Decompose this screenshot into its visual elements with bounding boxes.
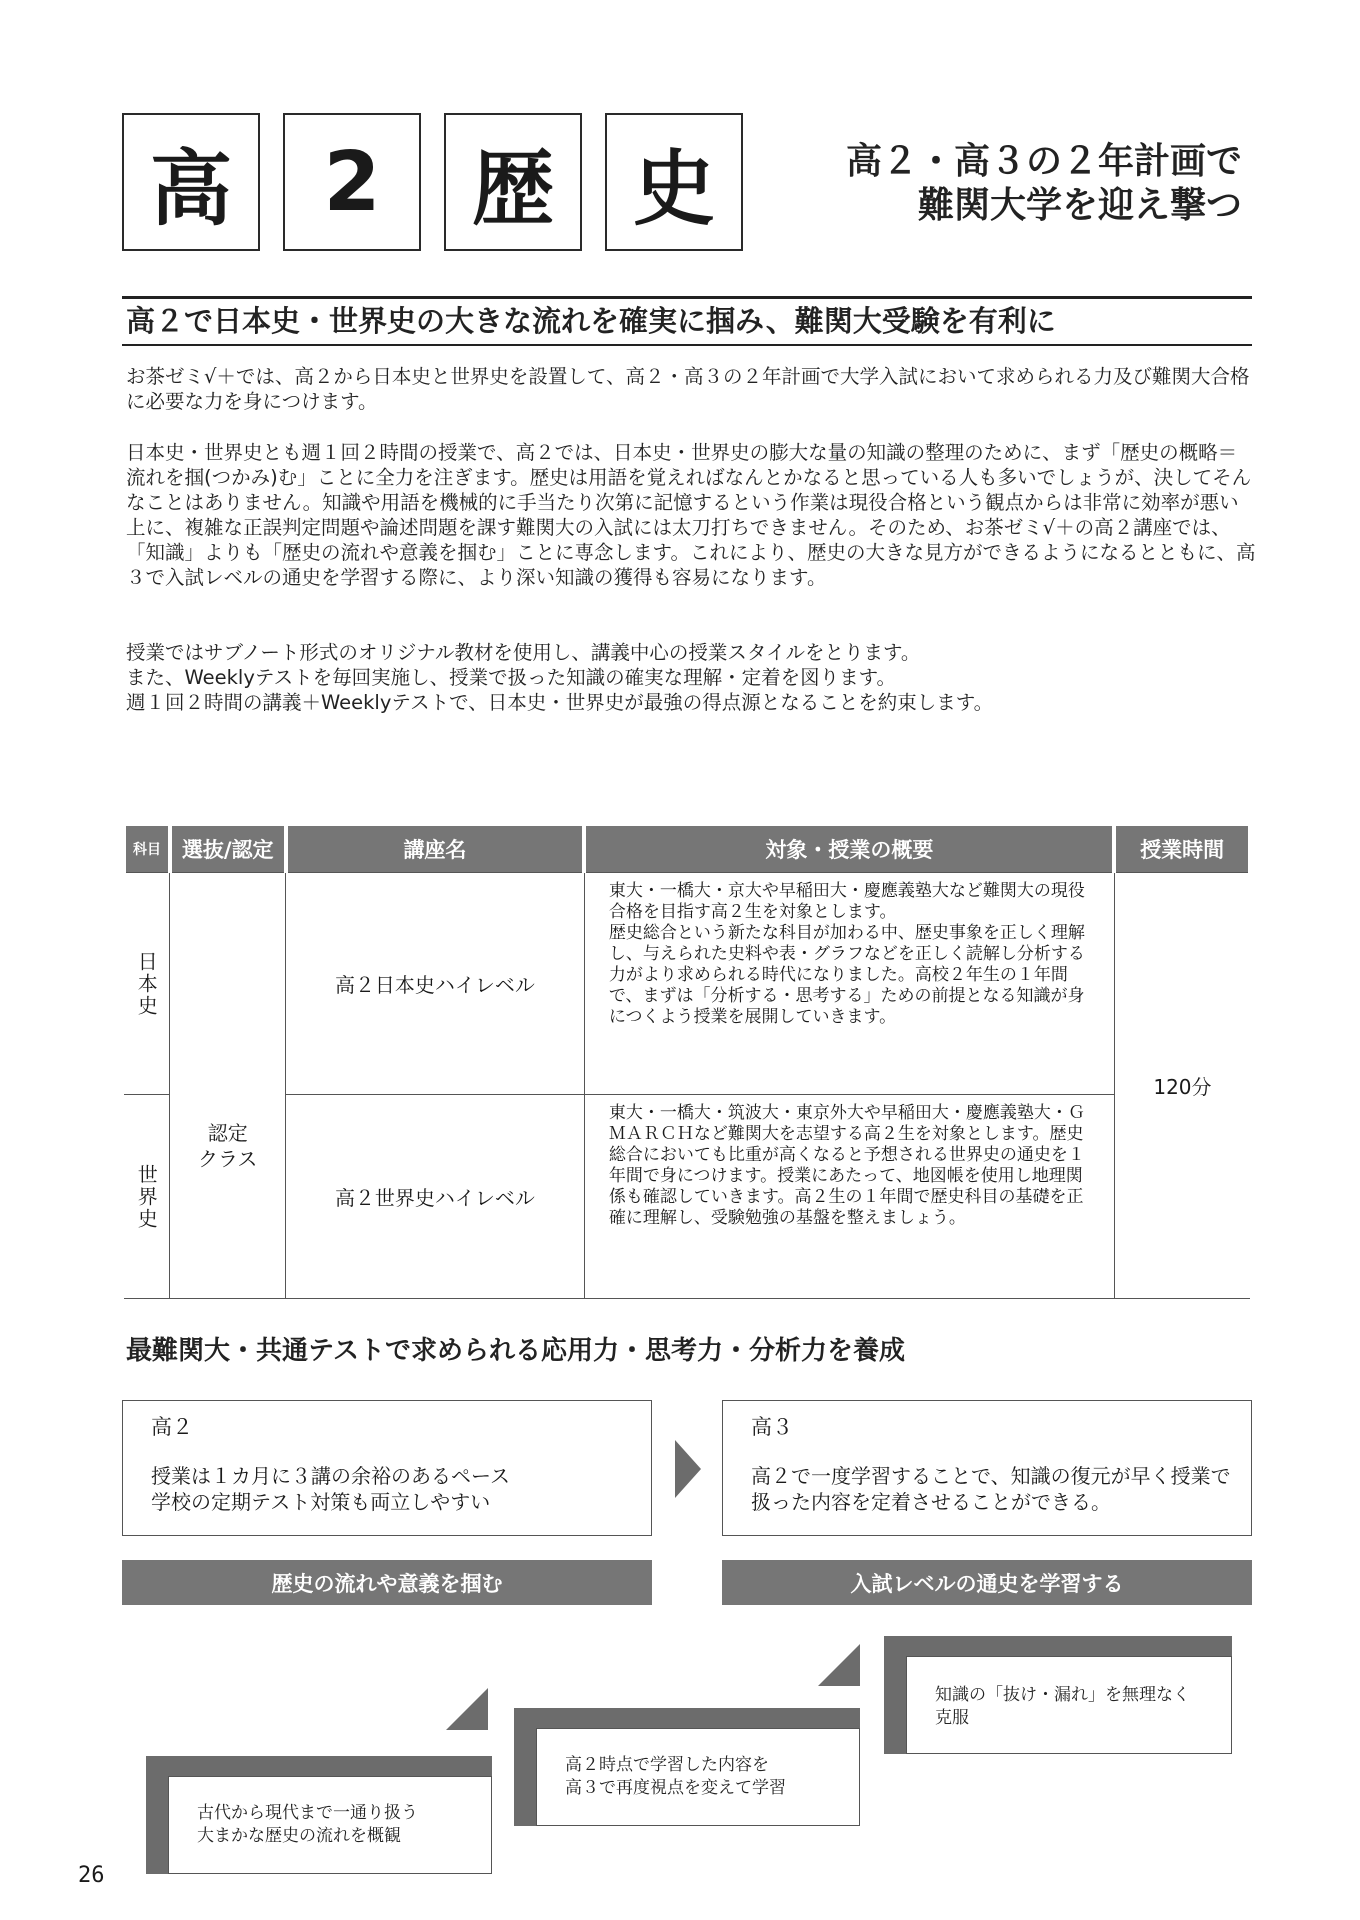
tagline (846, 140, 1242, 228)
step-arrow-icon (818, 1644, 860, 1686)
stage-title: 高３ (751, 1415, 793, 1439)
step-text-1: 古代から現代まで一通り扱う 大まかな歴史の流れを概観 (197, 1803, 418, 1846)
intro-paragraph: お茶ゼミ√＋では、高２から日本史と世界史を設置して、高２・高３の２年計画で大学入試において求められる力及び難関大合格に必要な力を身につけます。 (126, 365, 1250, 413)
class-type: 認定 クラス (198, 1120, 258, 1171)
course-name: 高２日本史ハイレベル (334, 973, 535, 997)
table-row (124, 873, 1250, 1095)
materials-paragraph: 授業ではサブノート形式のオリジナル教材を使用し、講義中心の授業スタイルをとります。 また、Weeklyテストを毎回実施し、授業で扱った知識の確実な理解・定着を図ります。 週１回２時間の講義＋Weeklyテストで、日本史・世界史が最強の得点源となることを約束します。 (126, 641, 994, 714)
header-time: 授業時間 (1114, 826, 1250, 873)
course-table (122, 826, 1252, 1299)
stage-bar-year3: 入試レベルの通史を学習する (722, 1560, 1252, 1605)
subject-japanese-history: 日本史 (134, 950, 159, 1017)
header-selection: 選抜/認定 (170, 826, 286, 873)
arrow-right-icon (675, 1440, 701, 1498)
step-text-3: 知識の「抜け・漏れ」を無理なく 克服 (935, 1685, 1190, 1728)
title-char-1: 高 (122, 113, 260, 251)
subject-world-history: 世界史 (134, 1163, 159, 1230)
stage-text: 授業は１カ月に３講の余裕のあるペース 学校の定期テスト対策も両立しやすい (151, 1464, 510, 1514)
page-number: 26 (78, 1863, 105, 1888)
stage-box-year2 (122, 1400, 652, 1536)
step-arrow-icon (446, 1688, 488, 1730)
course-desc: 東大・一橋大・京大や早稲田大・慶應義塾大など難関大の現役合格を目指す高２生を対象とします。 歴史総合という新たな科目が加わる中、歴史事象を正しく理解し、与えられた史料や表・グラフなどを正しく読解し分析する力がより求められる時代になりました。高校２年生の１年間で、まずは「分析する・思考する」ための前提となる知識が身につくよう授業を展開していきます。 (584, 873, 1114, 1095)
course-desc: 東大・一橋大・筑波大・東京外大や早稲田大・慶應義塾大・ＧＭＡＲＣＨなど難関大を志望する高２生を対象とします。歴史総合においても比重が高くなると予想される世界史の通史を１年間で身につけます。授業にあたって、地図帳を使用し地理関係も確認していきます。高２生の１年間で歴史科目の基礎を正確に理解し、受験勉強の基盤を整えましょう。 (584, 1095, 1114, 1299)
title-char-2: 2 (283, 113, 421, 251)
course-name-cell (286, 873, 585, 1095)
course-name: 高２世界史ハイレベル (334, 1186, 535, 1210)
header-course: 講座名 (286, 826, 585, 873)
stage-text: 高２で一度学習することで、知識の復元が早く授業で扱った内容を定着させることができる。 (751, 1464, 1231, 1514)
step-text-2: 高２時点で学習した内容を 高３で再度視点を変えて学習 (565, 1755, 786, 1798)
subject-cell (124, 873, 170, 1095)
table-row (124, 1095, 1250, 1299)
title-char-3: 歴 (444, 113, 582, 251)
course-name-cell (286, 1095, 585, 1299)
tagline-line-2: 難関大学を迎え撃つ (917, 185, 1242, 226)
section-heading: 高２で日本史・世界史の大きな流れを確実に掴み、難関大受験を有利に (122, 296, 1252, 346)
stage-bar-year2: 歴史の流れや意義を掴む (122, 1560, 652, 1605)
class-type-cell (170, 873, 286, 1299)
class-time: 120分 (1153, 1075, 1212, 1099)
tagline-line-1: 高２・高３の２年計画で (845, 141, 1242, 182)
header-overview: 対象・授業の概要 (584, 826, 1114, 873)
subject-cell (124, 1095, 170, 1299)
method-paragraph: 日本史・世界史とも週１回２時間の授業で、高２では、日本史・世界史の膨大な量の知識の整理のために、まず「歴史の概略＝流れを掴(つかみ)む」ことに全力を注ぎます。歴史は用語を覚えればなんとかなると思っている人も多いでしょうが、決してそんなことはありません。知識や用語を機械的に手当たり次第に記憶するという作業は現役合格という観点からは非常に効率が悪い上に、複雑な正誤判定問題や論述問題を課す難関大の入試には太刀打ちできません。そのため、お茶ゼミ√＋の高２講座では、「知識」よりも「歴史の流れや意義を掴む」ことに専念します。これにより、歴史の大きな見方ができるようになるとともに、高３で入試レベルの通史を学習する際に、より深い知識の獲得も容易になります。 (126, 441, 1256, 589)
title-char-4: 史 (605, 113, 743, 251)
table-header-row (124, 826, 1250, 873)
subheading: 最難関大・共通テストで求められる応用力・思考力・分析力を養成 (126, 1336, 905, 1366)
time-cell (1114, 873, 1250, 1299)
header-subject: 科目 (124, 826, 170, 873)
stage-title: 高２ (151, 1415, 193, 1439)
stage-box-year3 (722, 1400, 1252, 1536)
